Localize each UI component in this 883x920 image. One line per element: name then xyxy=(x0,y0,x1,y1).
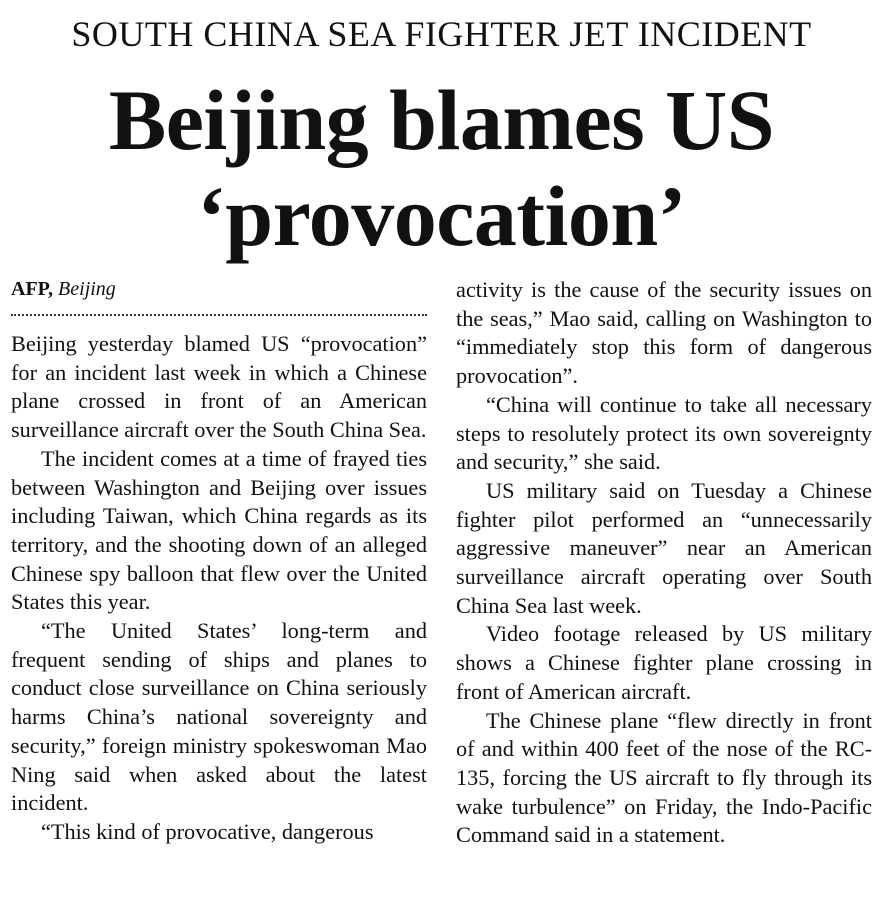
kicker: SOUTH CHINA SEA FIGHTER JET INCIDENT xyxy=(71,14,812,54)
article-column-2 xyxy=(456,276,872,850)
paragraph: “China will continue to take all necessary steps to resolutely protect its own sovereignty and security,” she said. xyxy=(456,391,872,475)
headline-line: Beijing blames US xyxy=(108,72,775,168)
byline-agency: AFP, xyxy=(11,278,54,300)
paragraph: “The United States’ long-term and frequent sending of ships and planes to conduct close surveillance on China seriously harms China’s national sovereignty and security,” foreign ministry spokeswoman Mao Ning said when asked about the latest incident. xyxy=(11,618,427,816)
byline-dateline: Beijing xyxy=(58,278,116,300)
paragraph: US military said on Tuesday a Chinese fighter pilot performed an “unnecessarily aggressive maneuver” near an American surveillance aircraft operating over South China Sea last week. xyxy=(456,477,872,618)
byline xyxy=(11,276,429,302)
headline xyxy=(0,72,883,264)
paragraph: “This kind of provocative, dangerous xyxy=(41,818,374,844)
paragraph: activity is the cause of the security issues on the seas,” Mao said, calling on Washington to “immediately stop this form of dangerous provocation”. xyxy=(456,277,872,389)
paragraph: The Chinese plane “flew directly in front of and within 400 feet of the nose of the RC-135, forcing the US aircraft to fly through its wake turbulence” on Friday, the Indo-Pacific Command said in a statement. xyxy=(456,707,872,848)
paragraph: Beijing yesterday blamed US “provocation” for an incident last week in which a Chinese plane crossed in front of an American surveillance aircraft over the South China Sea. xyxy=(11,331,427,443)
paragraph: The incident comes at a time of frayed ties between Washington and Beijing over issues including Taiwan, which China regards as its territory, and the shooting down of an alleged Chinese spy balloon that flew over the United States this year. xyxy=(11,445,427,615)
article-column-1 xyxy=(11,330,427,847)
paragraph: Video footage released by US military shows a Chinese fighter plane crossing in front of American aircraft. xyxy=(456,621,872,704)
headline-line: ‘provocation’ xyxy=(197,168,686,264)
dotted-divider xyxy=(11,314,427,316)
